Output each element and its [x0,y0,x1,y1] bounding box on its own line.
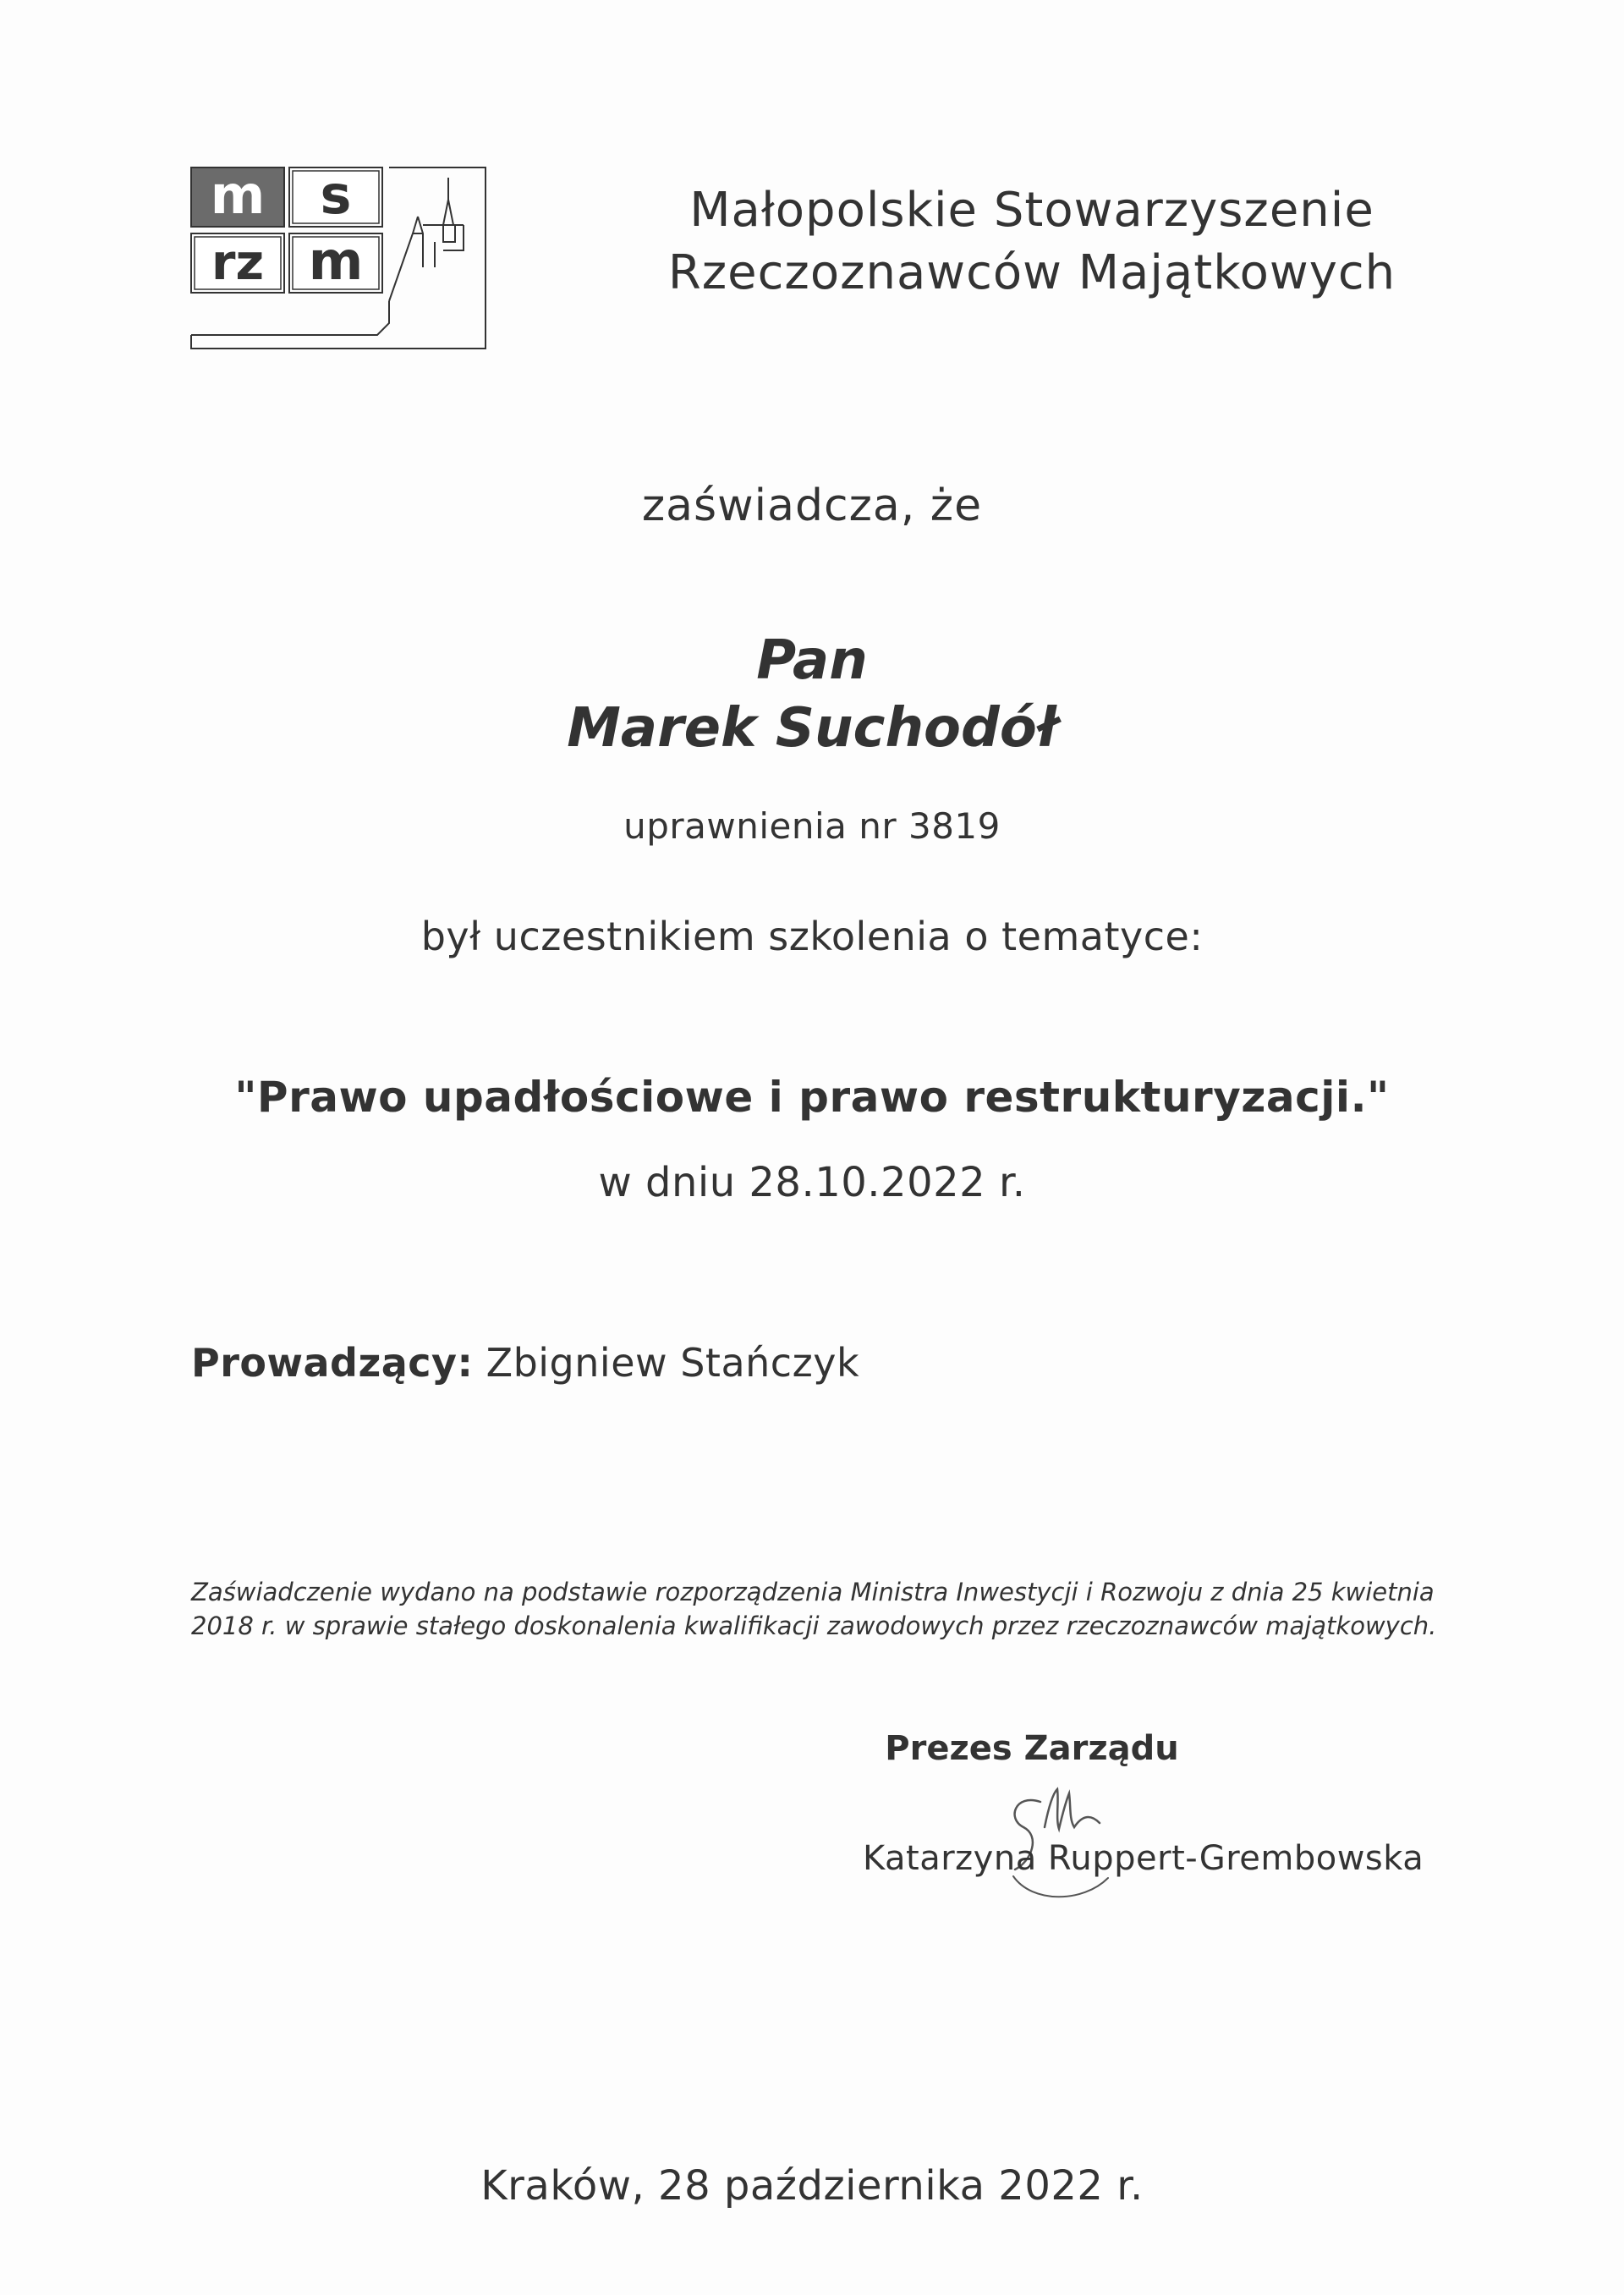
msrzm-logo [189,166,487,352]
organization-name [609,179,1455,305]
organization-name-line1: Małopolskie Stowarzyszenie [689,183,1374,238]
instructor-label: Prowadzący: [191,1340,474,1386]
legal-note [191,1575,1460,1643]
logo-letter-rz: rz [211,233,265,291]
logo-letter-m1: m [210,166,266,226]
instructor [191,1340,859,1386]
logo-letter-m2: m [308,230,364,292]
legal-note-line2: 2018 r. w sprawie stałego doskonalenia kwalifikacji zawodowych przez rzeczoznawców majątkowych. [191,1611,1437,1640]
place-and-date: Kraków, 28 października 2022 r. [480,2162,1144,2210]
organization-name-line2: Rzeczoznawców Majątkowych [667,245,1396,300]
legal-note-line1: Zaświadczenie wydano na podstawie rozporządzenia Ministra Inwestycji i Rozwoju z dnia 25 kwietnia [191,1578,1435,1606]
certifies-text: zaświadcza, że [641,480,983,531]
instructor-name: Zbigniew Stańczyk [486,1340,860,1386]
participant-text: był uczestnikiem szkolenia o tematyce: [420,914,1204,959]
logo-letter-s: s [320,166,352,226]
training-topic: "Prawo upadłościowe i prawo restrukturyzacji." [234,1073,1390,1122]
signatory-name: Katarzyna Ruppert-Grembowska [863,1839,1424,1878]
license-number: uprawnienia nr 3819 [623,805,1001,847]
salutation: Pan [756,629,868,692]
training-date: w dniu 28.10.2022 r. [598,1159,1026,1206]
person-name: Marek Suchodół [567,697,1057,760]
signatory-title: Prezes Zarządu [885,1729,1179,1768]
